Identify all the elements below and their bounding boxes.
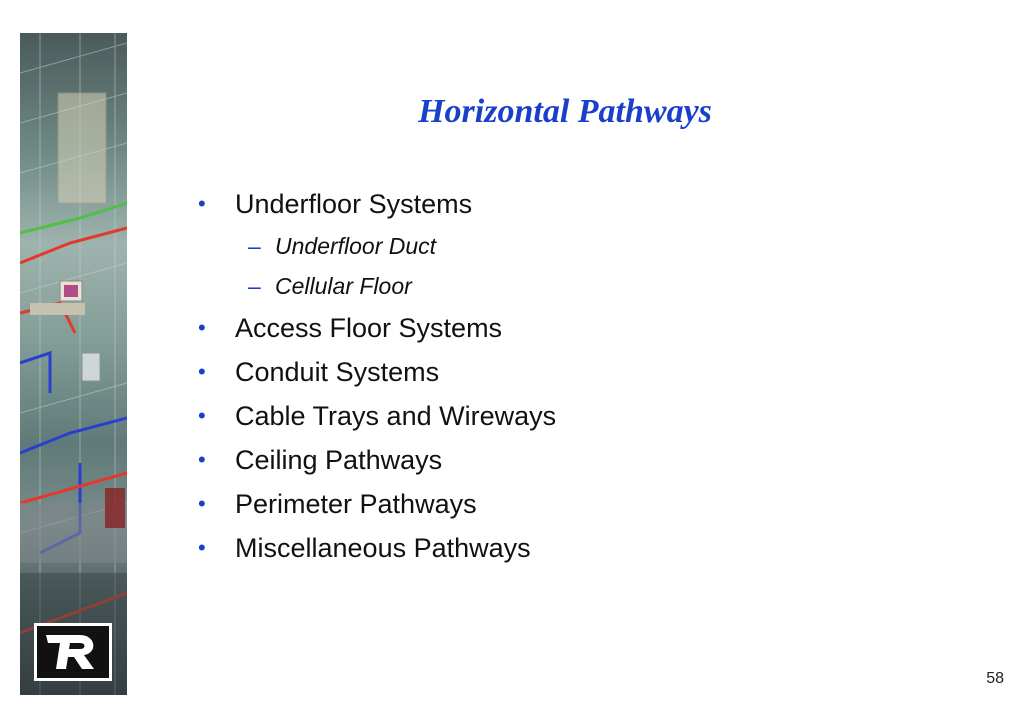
bullet-text: Underfloor Systems [235,189,473,219]
bullet-text: Ceiling Pathways [235,445,443,475]
bullet-item [198,306,556,350]
bullet-item [198,394,556,438]
sub-bullet-text: Cellular Floor [275,273,412,299]
bullet-text: Conduit Systems [235,357,440,387]
bullet-item [198,482,556,526]
sub-bullet-marker: – [248,273,261,299]
page-number: 58 [986,670,1004,687]
sub-bullet-text: Underfloor Duct [275,233,437,259]
bullet-marker: • [198,191,206,216]
bullet-marker: • [198,359,206,384]
bullet-item [198,438,556,482]
sub-bullet-item [198,266,556,306]
sub-bullet-marker: – [248,233,261,259]
bullet-list [198,182,556,570]
bullet-marker: • [198,447,206,472]
bullet-text: Access Floor Systems [235,313,503,343]
bullet-marker: • [198,491,206,516]
bullet-item [198,526,556,570]
bullet-marker: • [198,403,206,428]
bullet-text: Cable Trays and Wireways [235,401,557,431]
bullet-text: Miscellaneous Pathways [235,533,531,563]
bullet-marker: • [198,315,206,340]
bullet-item [198,350,556,394]
bullet-marker: • [198,535,206,560]
sub-bullet-item [198,226,556,266]
side-illustration [20,33,127,695]
slide-title: Horizontal Pathways [418,93,712,130]
bullet-text: Perimeter Pathways [235,489,477,519]
bullet-item [198,182,556,226]
tr-logo [34,623,112,681]
